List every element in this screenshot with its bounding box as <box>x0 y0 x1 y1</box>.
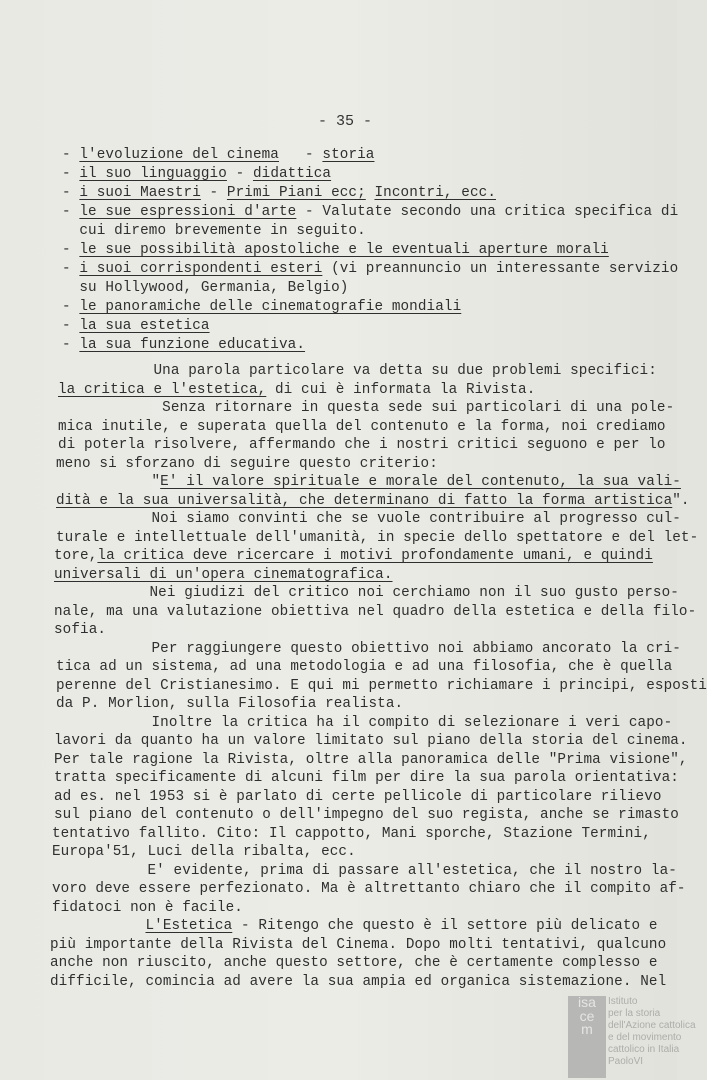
text-line <box>56 529 698 547</box>
text-line <box>58 436 666 454</box>
text-segment: Noi siamo convinti che se vuole contribuire al progresso cul- <box>56 511 681 527</box>
text-segment: - <box>62 147 80 163</box>
underlined-text: dità e la sua universalità, che determinano di fatto la forma artistica <box>56 492 673 509</box>
text-line <box>52 880 686 898</box>
text-line <box>62 184 496 202</box>
underlined-text: le panoramiche delle cinematografie mondiali <box>79 299 462 315</box>
text-line <box>50 954 658 972</box>
text-segment: voro deve essere perfezionato. Ma è altrettanto chiaro che il compito af- <box>52 881 686 897</box>
text-segment: - <box>200 185 227 201</box>
text-line <box>52 862 677 880</box>
text-line <box>50 973 666 991</box>
text-segment: - <box>226 166 253 182</box>
text-segment: Per raggiungere questo obiettivo noi abbiamo ancorato la cri- <box>56 640 681 657</box>
text-segment: mica inutile, e superata quella del contenuto e la forma, noi crediamo <box>58 418 666 435</box>
underlined-text: il suo linguaggio <box>79 166 227 182</box>
text-line <box>52 899 243 917</box>
text-segment: meno si sforzano di seguire questo criterio: <box>56 455 438 472</box>
underlined-text: la critica e l'estetica, <box>58 381 267 398</box>
text-segment: su Hollywood, Germania, Belgio) <box>62 280 349 296</box>
watermark-text: Istituto per la storia dell'Azione cattolica e del movimento cattolico in Italia PaoloVI <box>608 996 696 1067</box>
text-segment: Per tale ragione la Rivista, oltre alla panoramica delle "Prima visione", <box>54 751 688 768</box>
underlined-text: universali di un'opera cinematografica. <box>54 566 393 583</box>
underlined-text: E' il valore spirituale e morale del contenuto, la sua vali- <box>160 474 681 490</box>
text-segment: tentativo fallito. Cito: Il cappotto, Mani sporche, Stazione Termini, <box>52 825 651 842</box>
text-segment: - <box>279 147 323 163</box>
text-segment: sul piano del contenuto o dell'impegno del suo regista, anche se rimasto <box>54 807 679 823</box>
text-line <box>54 566 393 584</box>
text-line <box>62 260 678 278</box>
text-segment: - <box>62 337 80 353</box>
text-line <box>54 751 688 769</box>
text-line <box>54 584 679 602</box>
underlined-text: la critica deve ricercare i motivi profondamente umani, e quindi <box>97 548 653 564</box>
text-segment: - <box>62 261 80 277</box>
text-segment <box>50 918 145 934</box>
text-line <box>62 146 374 164</box>
underlined-text: i suoi Maestri <box>79 185 201 201</box>
text-segment: Europa'51, Luci della ribalta, ecc. <box>52 844 356 860</box>
page-number: - 35 - <box>318 113 373 130</box>
underlined-text: l'evoluzione del cinema <box>79 147 279 163</box>
text-segment: di poterla risolvere, affermando che i nostri critici seguono e per lo <box>58 437 666 453</box>
text-segment: più importante della Rivista del Cinema. Dopo molti tentativi, qualcuno <box>50 936 667 953</box>
text-segment: E' evidente, prima di passare all'estetica, che il nostro la- <box>52 862 677 879</box>
text-segment: Senza ritornare in questa sede sui particolari di una pole- <box>58 400 675 416</box>
text-segment: lavori da quanto ha un valore limitato sul piano della storia del cinema. <box>54 733 688 749</box>
text-line <box>58 381 535 399</box>
text-segment: (vi preannuncio un interessante servizio <box>322 261 679 277</box>
text-segment: anche non riuscito, anche questo settore, che è certamente complesso e <box>50 955 658 971</box>
text-segment: Inoltre la critica ha il compito di selezionare i veri capo- <box>56 714 673 731</box>
text-line <box>54 732 688 750</box>
text-segment: tore, <box>54 548 98 564</box>
text-line <box>56 455 438 473</box>
text-segment: - Valutate secondo una critica specifica di <box>296 204 679 220</box>
text-line <box>56 492 690 510</box>
text-segment: tica ad un sistema, ad una metodologia e ad una filosofia, che è quella <box>56 659 673 675</box>
text-line <box>62 317 210 335</box>
text-segment: ad es. nel 1953 si è parlato di certe pellicole di particolare rilievo <box>54 788 662 805</box>
underlined-text: storia <box>322 147 375 163</box>
isacem-logo-mark: isacem <box>568 996 606 1078</box>
text-segment: - <box>62 299 80 315</box>
underlined-text: la sua estetica <box>79 318 210 334</box>
text-line <box>62 222 366 240</box>
underlined-text: le sue possibilità apostoliche e le eventuali aperture morali <box>79 242 609 258</box>
underlined-text: L'Estetica <box>145 918 233 934</box>
text-segment: perenne del Cristianesimo. E qui mi permetto richiamare i principi, esposti <box>56 677 707 694</box>
text-segment: Nei giudizi del critico noi cerchiamo non il suo gusto perso- <box>54 585 679 601</box>
text-line <box>62 298 461 316</box>
text-line <box>56 658 672 676</box>
text-line <box>62 165 331 183</box>
archive-watermark-logo <box>568 994 696 1080</box>
text-segment: - <box>62 185 80 201</box>
text-segment: di cui è informata la Rivista. <box>266 381 536 398</box>
text-line <box>56 510 681 528</box>
text-line <box>56 695 403 713</box>
text-line <box>54 769 679 787</box>
text-line <box>56 714 672 732</box>
text-segment: - <box>62 318 80 334</box>
text-line <box>54 788 662 806</box>
text-line <box>56 473 681 491</box>
text-line <box>58 362 657 380</box>
text-segment: Una parola particolare va detta su due problemi specifici: <box>58 363 657 379</box>
text-line <box>58 418 666 436</box>
text-segment: difficile, comincia ad avere la sua ampia ed organica sistemazione. Nel <box>50 973 667 990</box>
underlined-text: la sua funzione educativa. <box>79 337 306 353</box>
text-line <box>62 279 348 297</box>
underlined-text: i suoi corrispondenti esteri <box>79 261 323 277</box>
text-line <box>54 806 679 824</box>
text-line <box>50 936 666 954</box>
text-line <box>58 399 674 417</box>
text-segment: - <box>62 242 80 258</box>
text-line <box>54 547 653 565</box>
underlined-text: Primi Piani ecc; <box>226 185 366 201</box>
underlined-text: le sue espressioni d'arte <box>79 204 297 220</box>
text-segment: da P. Morlion, sulla Filosofia realista. <box>56 696 404 712</box>
text-line <box>62 336 305 354</box>
text-line <box>52 825 651 843</box>
text-segment: ". <box>672 492 690 509</box>
text-line <box>52 843 356 861</box>
text-segment: fidatoci non è facile. <box>52 899 243 916</box>
text-segment: " <box>56 474 161 490</box>
text-line <box>62 241 609 259</box>
text-segment: sofia. <box>54 622 107 638</box>
text-segment: - <box>62 204 80 220</box>
text-line <box>56 640 681 658</box>
text-segment: - Ritengo che questo è il settore più delicato e <box>232 918 658 934</box>
text-segment: turale e intellettuale dell'umanità, in specie dello spettatore e del let- <box>56 529 699 546</box>
underlined-text: didattica <box>252 166 332 182</box>
text-line <box>50 917 658 935</box>
text-segment: tratta specificamente di alcuni film per dire la sua parola orientativa: <box>54 770 679 786</box>
text-line <box>56 677 707 695</box>
text-line <box>54 621 106 639</box>
text-segment: cui diremo brevemente in seguito. <box>62 223 366 239</box>
underlined-text: Incontri, ecc. <box>374 185 496 201</box>
text-segment: nale, ma una valutazione obiettiva nel quadro della estetica e della filo- <box>54 603 697 620</box>
text-segment: - <box>62 166 80 182</box>
text-line <box>54 603 696 621</box>
text-line <box>62 203 678 221</box>
